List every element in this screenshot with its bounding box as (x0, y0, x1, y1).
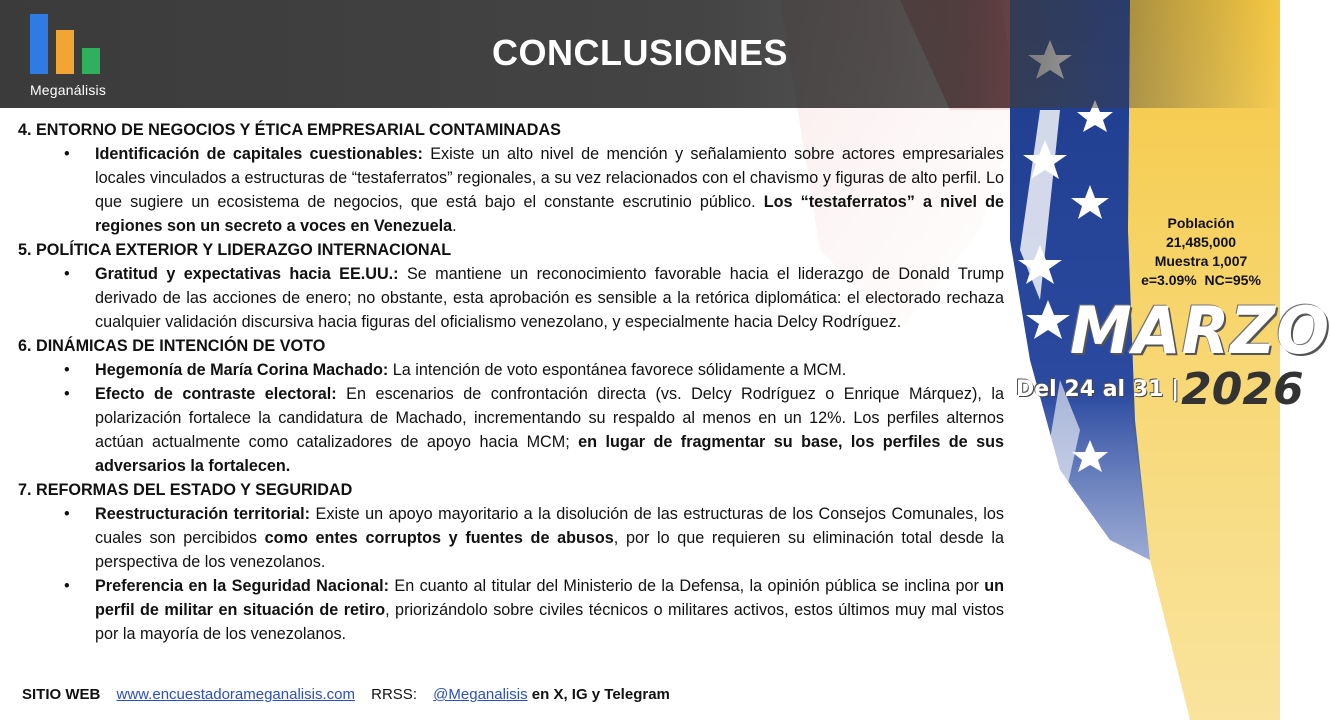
logo-bar-orange (56, 30, 74, 74)
conclusions-content (18, 118, 1004, 646)
date-range (1016, 377, 1179, 402)
header-bar (0, 0, 1280, 108)
range-prefix: Del (1016, 377, 1057, 402)
bullet-icon: • (64, 265, 70, 283)
bullet-icon: • (64, 385, 70, 403)
section-4-list (18, 142, 1004, 238)
meganalisis-logo (26, 14, 110, 100)
item-tail: , priorizándolo sobre civiles técnicos o militares activos, estos últimos muy mal vistos por la mayoría de los venezolanos. (95, 601, 1005, 643)
month-label: MARZO (1070, 292, 1330, 369)
bullet-icon: • (64, 145, 70, 163)
year-label: 2026 (1181, 364, 1304, 415)
day-to: 31 (1132, 377, 1164, 402)
footer (22, 686, 670, 703)
section-heading-4: 4. ENTORNO DE NEGOCIOS Y ÉTICA EMPRESARIAL CONTAMINADAS (18, 121, 561, 139)
item-text: Existe un apoyo mayoritario a la disolución de las estructuras de los Consejos Comunales, los cuales son percibidos (95, 505, 1005, 547)
item-text: Se mantiene un reconocimiento favorable hacia el liderazgo de Donald Trump derivado de las acciones de enero; no obstante, esta aprobación es sensible a la retórica diplomática: el electorado rechaza cualquier validación discursiva hacia figuras del oficialismo venezolano, y especialmente hacia Delcy Rodríguez. (95, 265, 1004, 331)
day-from: 24 (1064, 377, 1096, 402)
list-item (18, 502, 1004, 574)
list-item (18, 358, 1004, 382)
list-item (18, 262, 1004, 334)
item-text: En cuanto al titular del Ministerio de la Defensa, la opinión pública se inclina por (389, 577, 985, 595)
item-text: Existe un alto nivel de mención y señalamiento sobre actores empresariales locales vinculados a estructuras de “testaferratos” regionales, a su vez relacionados con el chavismo y figuras de alto perfil. Lo que sugiere un ecosistema de negocios, que está bajo el constante escrutinio público. (95, 145, 1004, 211)
site-label: SITIO WEB (22, 686, 101, 703)
item-lead: Gratitud y expectativas hacia EE.UU.: (95, 265, 399, 283)
logo-bar-blue (30, 14, 48, 74)
list-item (18, 574, 1004, 646)
section-heading-7: 7. REFORMAS DEL ESTADO Y SEGURIDAD (18, 481, 353, 499)
item-emphasis: como entes corruptos y fuentes de abusos (264, 529, 614, 547)
sample-size: Muestra 1,007 (1154, 253, 1248, 269)
rrss-label: RRSS: (371, 686, 417, 703)
date-range-row (1016, 364, 1304, 415)
population-label: Población (1167, 215, 1235, 231)
bullet-icon: • (64, 577, 70, 595)
range-mid: al (1102, 377, 1126, 402)
page-title: CONCLUSIONES (491, 32, 789, 73)
item-text: En escenarios de confrontación directa (vs. Delcy Rodríguez o Enrique Márquez), la polarización fortalece la candidatura de Machado, incrementando su respaldo al menos en un 12%. Los perfiles alternos actúan actualmente como catalizadores de apoyo hacia MCM; (95, 385, 1004, 451)
bullet-icon: • (64, 505, 70, 523)
bullet-icon: • (64, 361, 70, 379)
item-emphasis: Los “testaferratos” a nivel de regiones son un secreto a voces en Venezuela (95, 193, 1004, 235)
error-confidence: e=3.09% NC=95% (1141, 272, 1261, 288)
website-link[interactable]: www.encuestadorameganalisis.com (116, 686, 355, 703)
list-item (18, 382, 1004, 478)
item-lead: Preferencia en la Seguridad Nacional: (95, 577, 390, 595)
section-5-list (18, 262, 1004, 334)
item-lead: Hegemonía de María Corina Machado: (95, 361, 389, 379)
section-6-list (18, 358, 1004, 478)
item-lead: Identificación de capitales cuestionables: (95, 145, 423, 163)
item-lead: Reestructuración territorial: (95, 505, 311, 523)
logo-bar-green (82, 48, 100, 74)
item-emphasis: un perfil de militar en situación de retiro (95, 577, 1004, 619)
population-value: 21,485,000 (1165, 234, 1237, 250)
item-text: La intención de voto espontánea favorece sólidamente a MCM. (388, 361, 847, 379)
item-emphasis: en lugar de fragmentar su base, los perfiles de sus adversarios la fortalecen. (95, 433, 1004, 475)
list-item (18, 142, 1004, 238)
section-7-list (18, 502, 1004, 646)
section-heading-6: 6. DINÁMICAS DE INTENCIÓN DE VOTO (18, 337, 326, 355)
social-networks: en X, IG y Telegram (531, 686, 670, 703)
range-separator: | (1171, 377, 1180, 402)
survey-stats (1126, 214, 1276, 290)
social-handle-link[interactable]: @Meganalisis (433, 686, 528, 703)
logo-text: Meganálisis (29, 82, 107, 98)
section-heading-5: 5. POLÍTICA EXTERIOR Y LIDERAZGO INTERNACIONAL (18, 241, 452, 259)
item-tail: , por lo que requieren su eliminación total desde la perspectiva de los venezolanos. (95, 529, 1005, 571)
item-lead: Efecto de contraste electoral: (95, 385, 337, 403)
item-tail: . (452, 217, 457, 235)
